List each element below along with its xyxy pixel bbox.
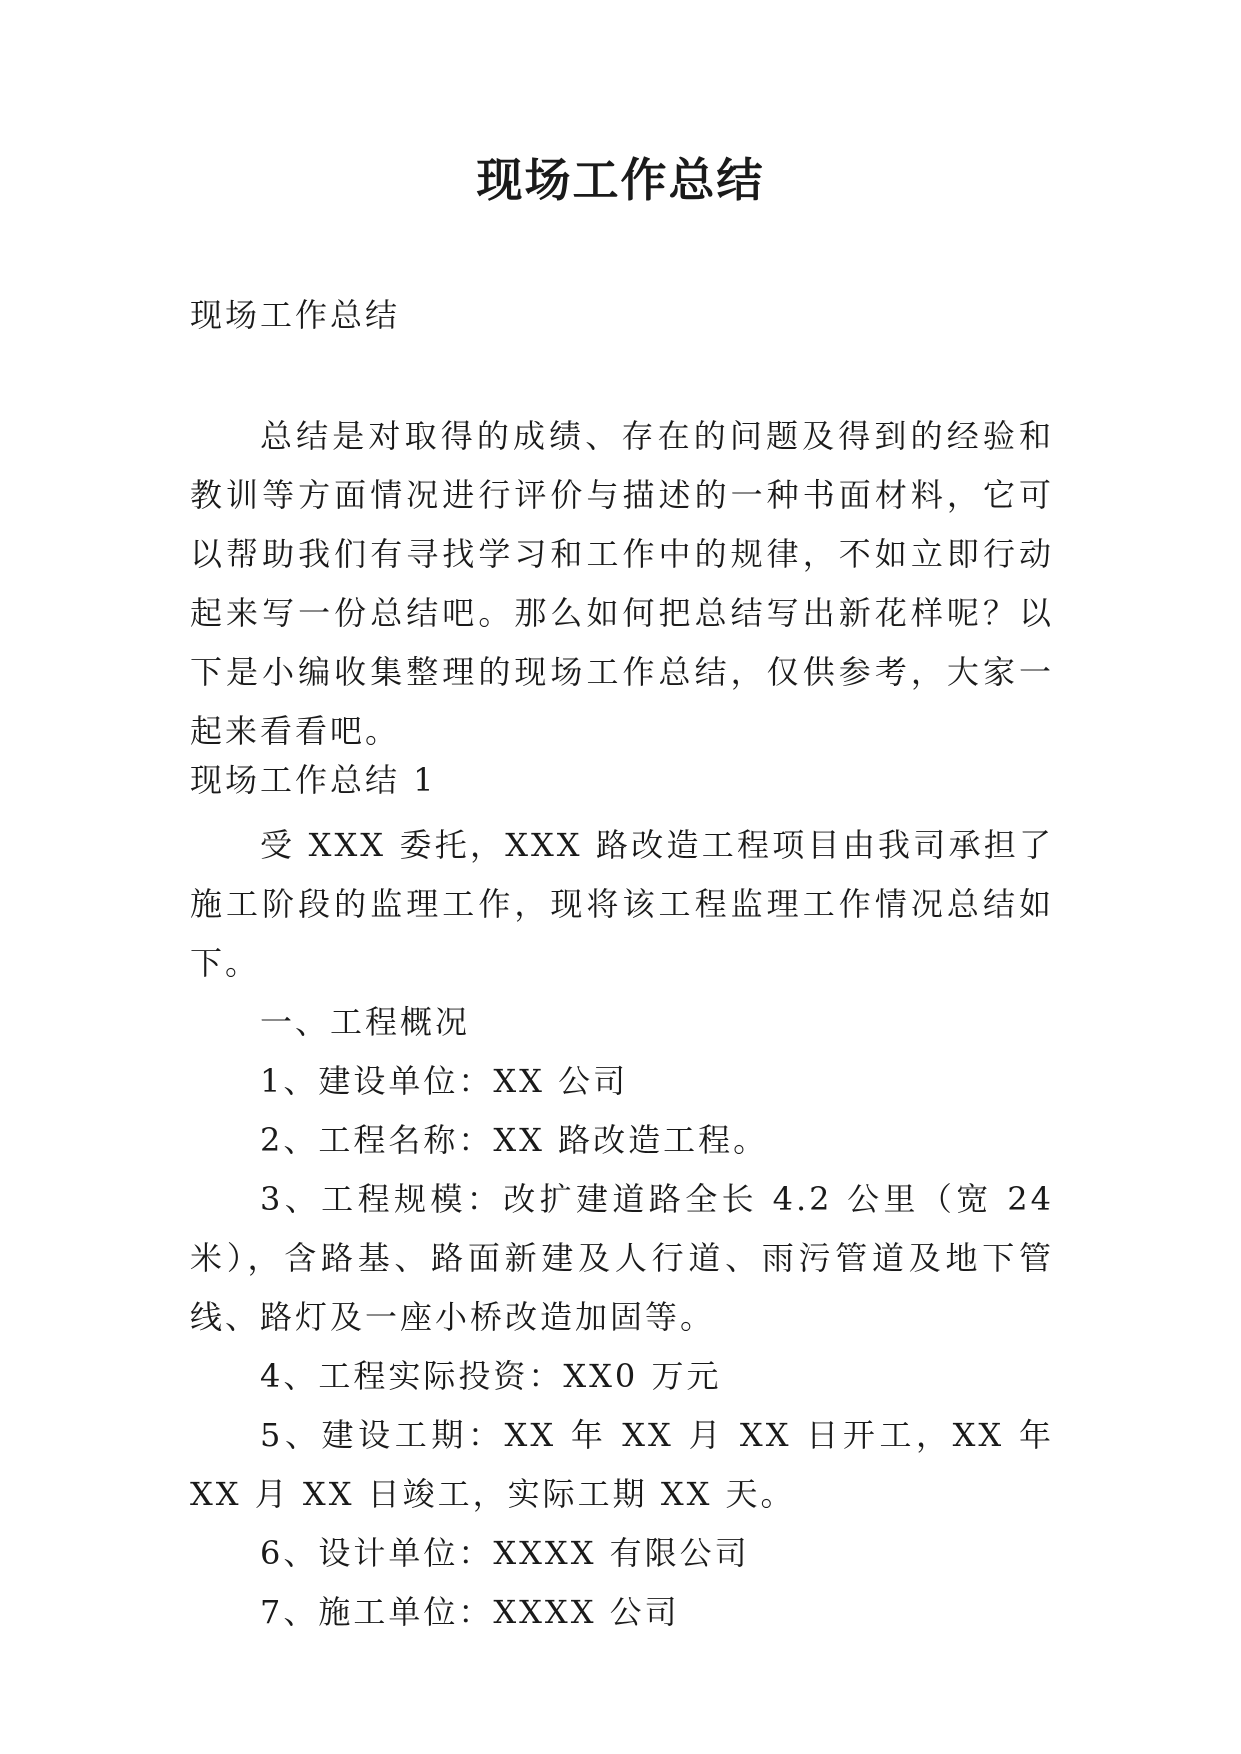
section-content [190,816,1054,1642]
document-title: 现场工作总结 [476,153,765,207]
paragraph-overview-heading: 一、工程概况 [260,1003,471,1041]
document-subtitle: 现场工作总结 [190,296,401,334]
paragraph-design-unit: 6、设计单位：XXXX 有限公司 [260,1534,750,1572]
section-heading: 现场工作总结 1 [190,761,437,799]
paragraph-contractor: 7、施工单位：XXXX 公司 [260,1593,680,1631]
paragraph-commission: 受 XXX 委托，XXX 路改造工程项目由我司承担了施工阶段的监理工作，现将该工程监理工作情况总结如下。 [190,826,1054,982]
paragraph-project-scale: 3、工程规模：改扩建道路全长 4.2 公里（宽 24 米），含路基、路面新建及人行道、雨污管道及地下管线、路灯及一座小桥改造加固等。 [190,1180,1054,1336]
paragraph-construction-unit: 1、建设单位：XX 公司 [260,1062,629,1100]
paragraph-investment: 4、工程实际投资：XX0 万元 [260,1357,722,1395]
paragraph-duration: 5、建设工期：XX 年 XX 月 XX 日开工，XX 年 XX 月 XX 日竣工，实际工期 XX 天。 [190,1416,1054,1513]
intro-paragraph: 总结是对取得的成绩、存在的问题及得到的经验和教训等方面情况进行评价与描述的一种书面材料，它可以帮助我们有寻找学习和工作中的规律，不如立即行动起来写一份总结吧。那么如何把总结写出新花样呢？以下是小编收集整理的现场工作总结，仅供参考，大家一起来看看吧。 [190,417,1054,750]
paragraph-project-name: 2、工程名称：XX 路改造工程。 [260,1121,769,1159]
